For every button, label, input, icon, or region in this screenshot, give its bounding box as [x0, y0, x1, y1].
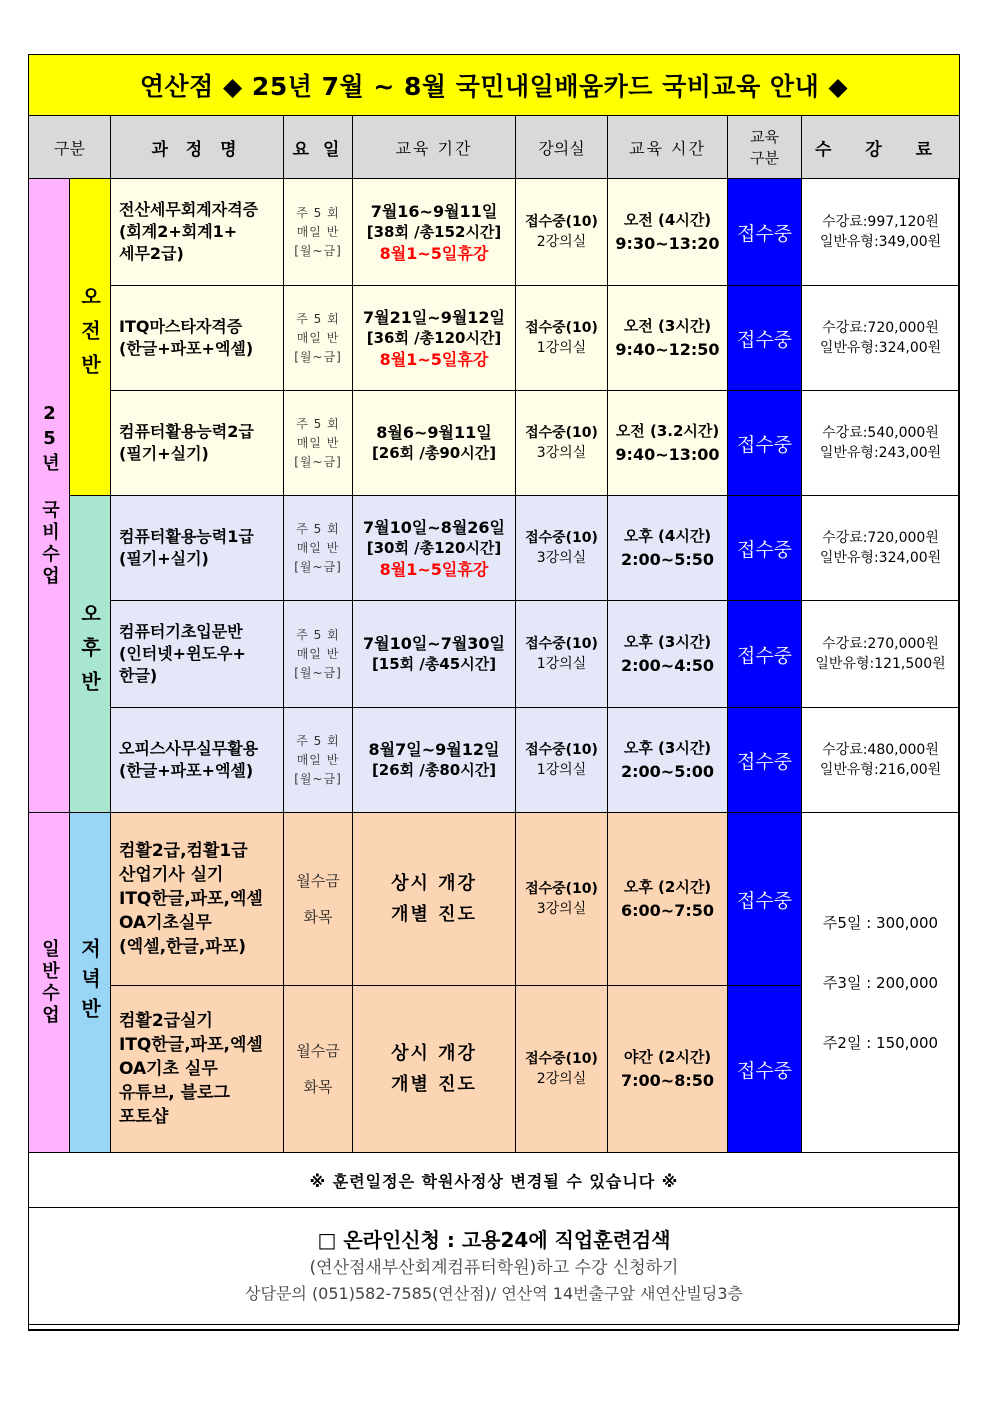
course-name: 컴퓨터활용능력1급 (필기+실기) — [111, 496, 284, 601]
course-time: 오후 (3시간) 2:00~4:50 — [608, 601, 728, 708]
status-badge: 접수중 — [728, 986, 802, 1153]
group-evening: 저녁반 — [70, 813, 111, 1153]
course-period: 상시 개강 개별 진도 — [353, 986, 516, 1153]
header-time: 교육 시간 — [608, 116, 728, 179]
header-room: 강의실 — [516, 116, 608, 179]
course-name: 컴퓨터활용능력2급 (필기+실기) — [111, 391, 284, 496]
course-fee: 수강료:270,000원 일반유형:121,500원 — [802, 601, 960, 708]
course-period: 8월6~9월11일 [26회 /총90시간] — [353, 391, 516, 496]
header-category: 구분 — [29, 116, 111, 179]
table-row — [29, 813, 960, 986]
header-row — [29, 116, 960, 179]
course-fee: 수강료:480,000원 일반유형:216,00원 — [802, 708, 960, 813]
course-period: 8월7일~9월12일 [26회 /총80시간] — [353, 708, 516, 813]
course-days: 주 5 회 매일 반 [월~금] — [284, 496, 353, 601]
course-period: 상시 개강 개별 진도 — [353, 813, 516, 986]
apply-instructions: (연산점새부산회계컴퓨터학원)하고 수강 신청하기 — [309, 1258, 679, 1278]
course-period: 7월10일~8월26일 [30회 /총120시간] 8월1~5일휴강 — [353, 496, 516, 601]
status-badge: 접수중 — [728, 601, 802, 708]
status-badge: 접수중 — [728, 286, 802, 391]
course-room: 접수중(10) 3강의실 — [516, 496, 608, 601]
bottom-rule — [28, 1330, 959, 1331]
course-name: 컴활2급실기 ITQ한글,파포,엑셀 OA기초 실무 유튜브, 블로그 포토샵 — [111, 986, 284, 1153]
course-room: 접수중(10) 1강의실 — [516, 601, 608, 708]
header-period: 교육 기간 — [353, 116, 516, 179]
table-row — [29, 496, 960, 601]
table-row — [29, 179, 960, 286]
group-national: 25년 국비수업 — [29, 179, 70, 813]
course-room: 접수중(10) 1강의실 — [516, 286, 608, 391]
course-days: 주 5 회 매일 반 [월~금] — [284, 179, 353, 286]
header-course: 과 정 명 — [111, 116, 284, 179]
course-name: 전산세무회계자격증 (회계2+회계1+ 세무2급) — [111, 179, 284, 286]
course-period: 7월16~9월11일 [38회 /총152시간] 8월1~5일휴강 — [353, 179, 516, 286]
header-days: 요 일 — [284, 116, 353, 179]
group-general: 일반수업 — [29, 813, 70, 1153]
course-name: 오피스사무실무활용 (한글+파포+엑셀) — [111, 708, 284, 813]
schedule-notice: ※ 훈련일정은 학원사정상 변경될 수 있습니다 ※ — [29, 1153, 960, 1208]
course-room: 접수중(10) 1강의실 — [516, 708, 608, 813]
course-name: 컴퓨터기초입문반 (인터넷+윈도우+ 한글) — [111, 601, 284, 708]
course-period: 7월10일~7월30일 [15회 /총45시간] — [353, 601, 516, 708]
course-days: 월수금 화목 — [284, 813, 353, 986]
group-morning: 오전반 — [70, 179, 111, 496]
course-fee: 수강료:997,120원 일반유형:349,00원 — [802, 179, 960, 286]
course-name: ITQ마스타자격증 (한글+파포+엑셀) — [111, 286, 284, 391]
course-room: 접수중(10) 2강의실 — [516, 179, 608, 286]
status-badge: 접수중 — [728, 813, 802, 986]
status-badge: 접수중 — [728, 708, 802, 813]
header-type: 교육구분 — [728, 116, 802, 179]
status-badge: 접수중 — [728, 391, 802, 496]
table-row — [29, 601, 960, 708]
table-row — [29, 391, 960, 496]
footer-info — [29, 1208, 960, 1325]
course-schedule-table — [28, 54, 960, 1325]
course-time: 오전 (3시간) 9:40~12:50 — [608, 286, 728, 391]
status-badge: 접수중 — [728, 496, 802, 601]
course-period: 7월21일~9월12일 [36회 /총120시간] 8월1~5일휴강 — [353, 286, 516, 391]
course-time: 오후 (2시간) 6:00~7:50 — [608, 813, 728, 986]
header-fee: 수 강 료 — [802, 116, 960, 179]
course-fee: 수강료:720,000원 일반유형:324,00원 — [802, 496, 960, 601]
course-days: 주 5 회 매일 반 [월~금] — [284, 708, 353, 813]
course-time: 오후 (3시간) 2:00~5:00 — [608, 708, 728, 813]
course-days: 주 5 회 매일 반 [월~금] — [284, 286, 353, 391]
course-fee: 수강료:720,000원 일반유형:324,00원 — [802, 286, 960, 391]
course-days: 월수금 화목 — [284, 986, 353, 1153]
table-row — [29, 708, 960, 813]
course-days: 주 5 회 매일 반 [월~금] — [284, 391, 353, 496]
page-title: 연산점 ◆ 25년 7월 ~ 8월 국민내일배움카드 국비교육 안내 ◆ — [29, 55, 960, 116]
contact-info: 상담문의 (051)582-7585(연산점)/ 연산역 14번출구앞 새연산빌딩3층 — [245, 1284, 743, 1303]
course-time: 오후 (4시간) 2:00~5:50 — [608, 496, 728, 601]
course-fee: 수강료:540,000원 일반유형:243,00원 — [802, 391, 960, 496]
course-room: 접수중(10) 3강의실 — [516, 391, 608, 496]
table-row — [29, 286, 960, 391]
status-badge: 접수중 — [728, 179, 802, 286]
course-time: 오전 (3.2시간) 9:40~13:00 — [608, 391, 728, 496]
course-time: 오전 (4시간) 9:30~13:20 — [608, 179, 728, 286]
course-time: 야간 (2시간) 7:00~8:50 — [608, 986, 728, 1153]
course-room: 접수중(10) 3강의실 — [516, 813, 608, 986]
online-apply-text: □ 온라인신청 : 고용24에 직업훈련검색 — [317, 1228, 671, 1252]
group-afternoon: 오후반 — [70, 496, 111, 813]
course-name: 컴활2급,컴활1급 산업기사 실기 ITQ한글,파포,엑셀 OA기초실무 (엑셀,한글,파포) — [111, 813, 284, 986]
course-room: 접수중(10) 2강의실 — [516, 986, 608, 1153]
general-fee: 주5일 : 300,000 주3일 : 200,000 주2일 : 150,000 — [802, 813, 960, 1153]
course-days: 주 5 회 매일 반 [월~금] — [284, 601, 353, 708]
